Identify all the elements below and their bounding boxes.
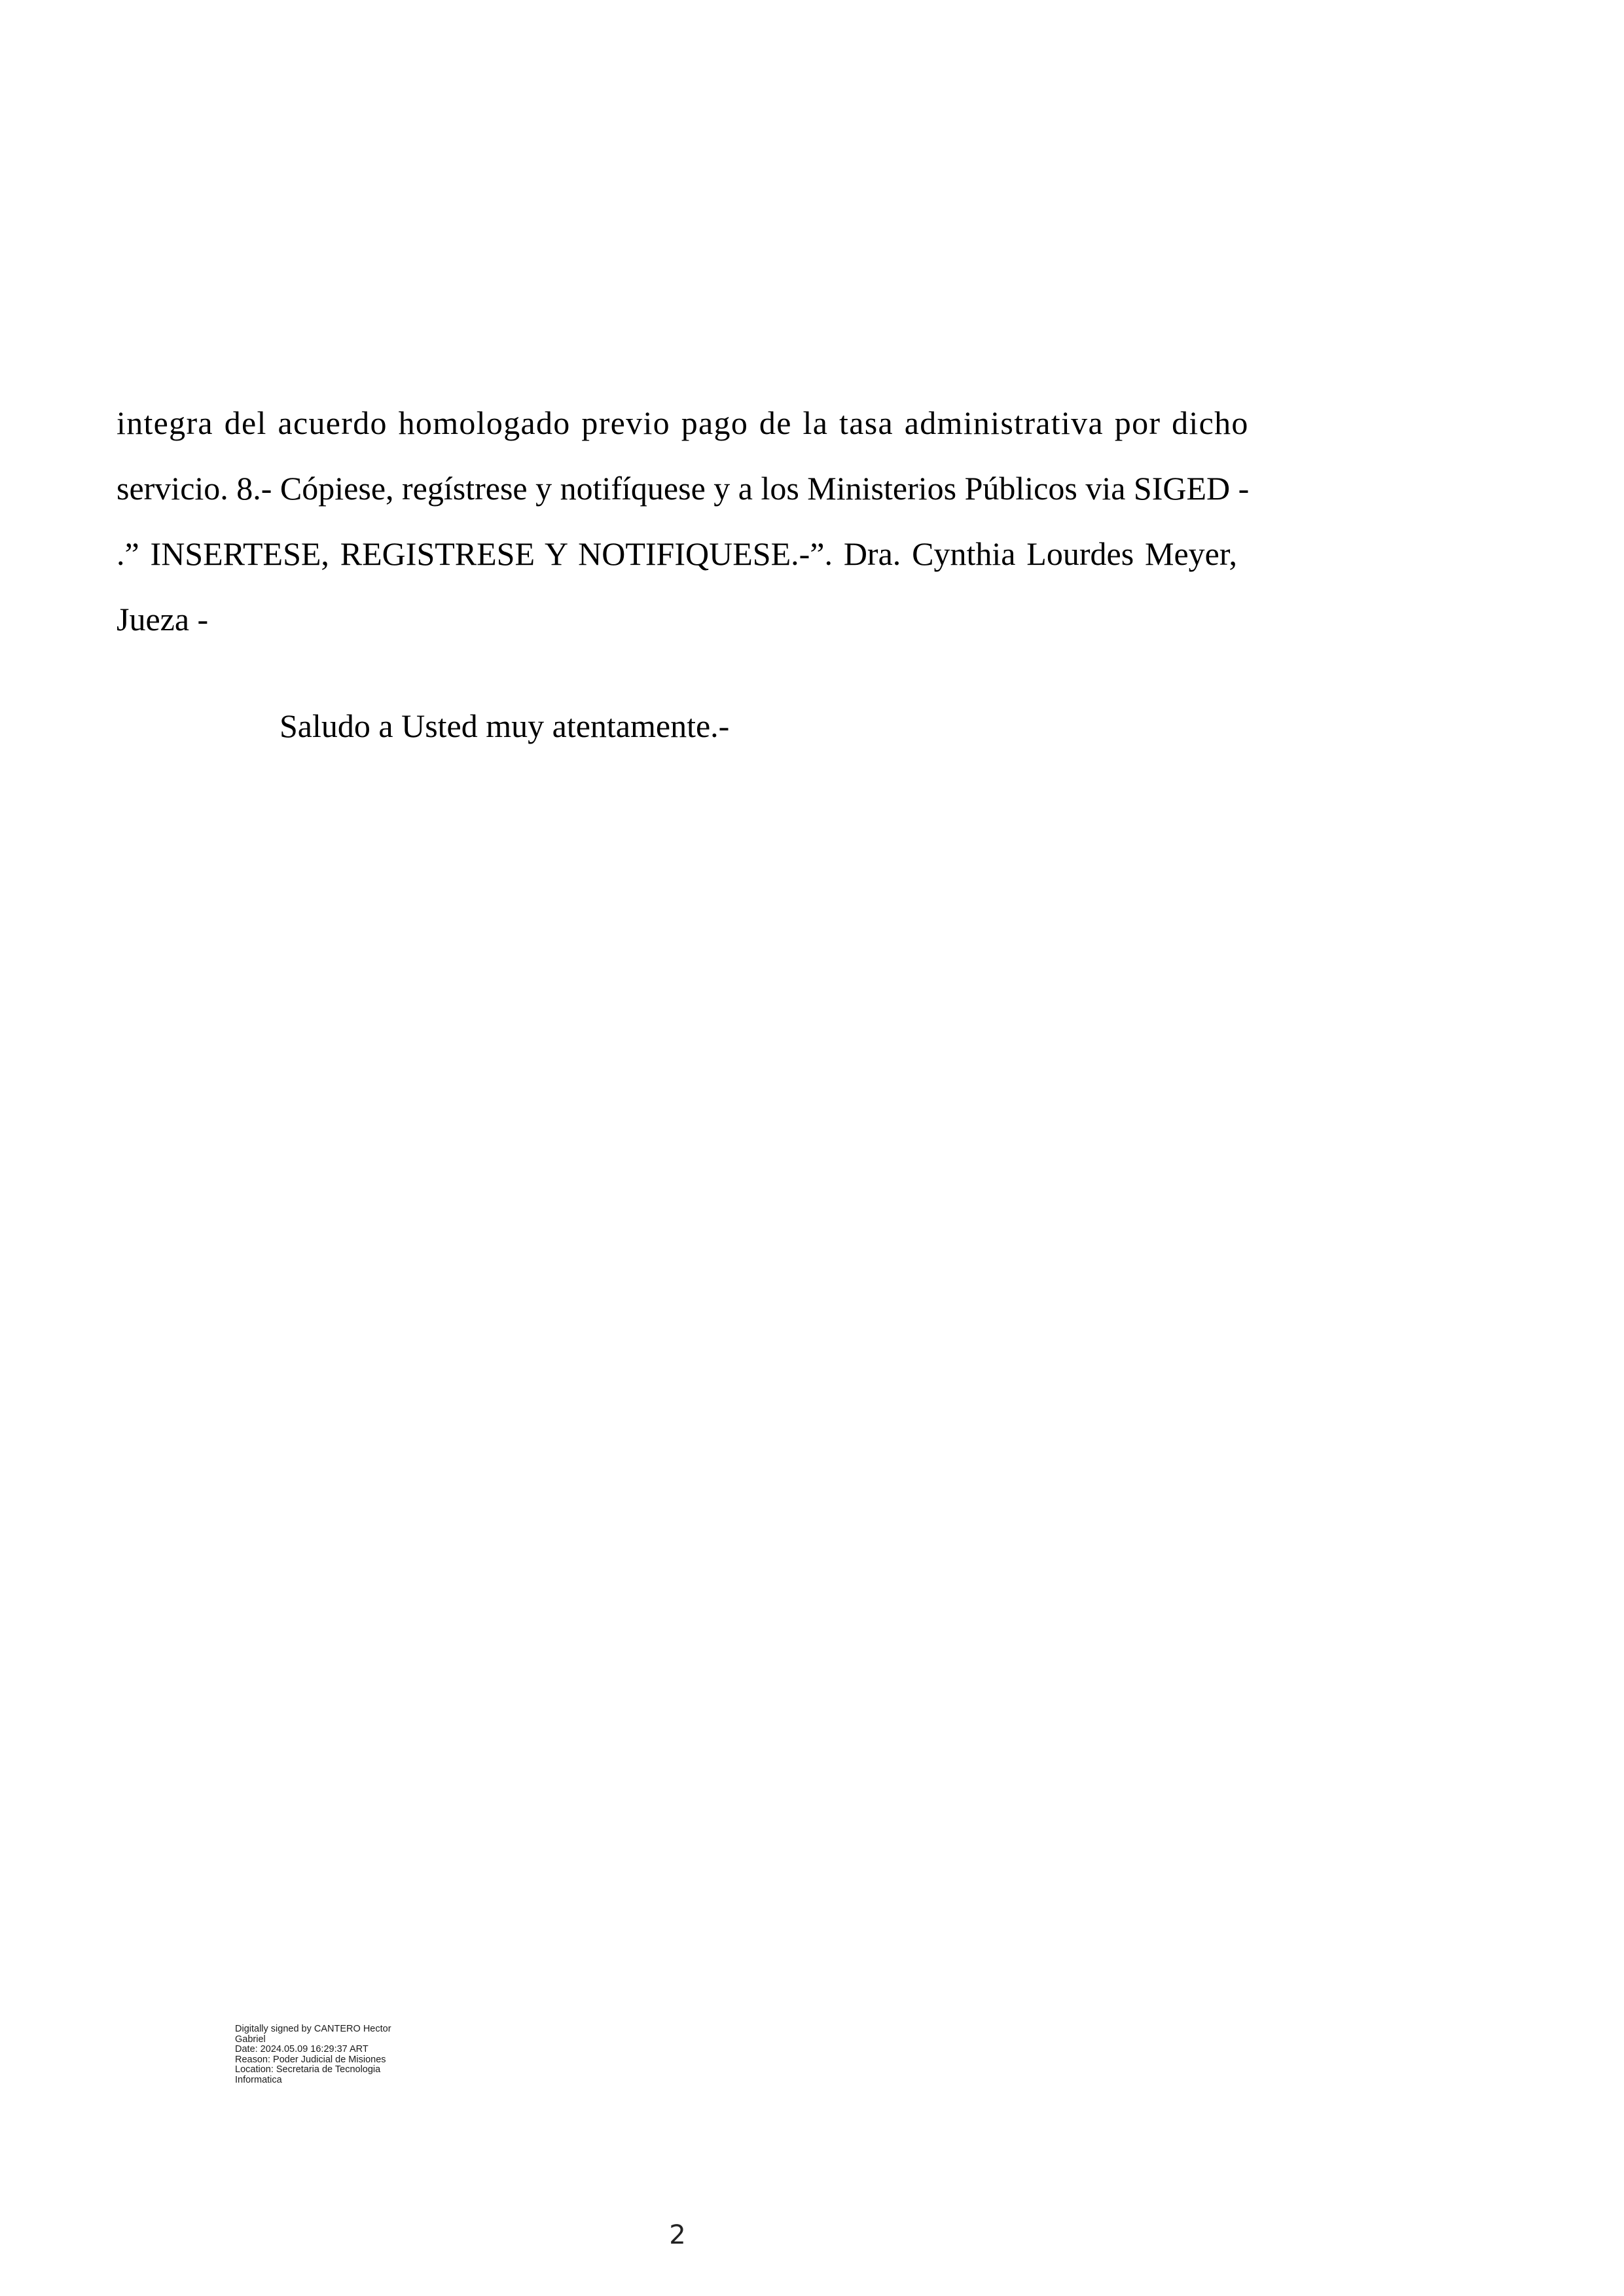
text-line-3: .” INSERTESE, REGISTRESE Y NOTIFIQUESE.-”. Dra. Cynthia Lourdes Meyer,: [117, 535, 1237, 572]
text-line-2: servicio. 8.- Cópiese, regístrese y notifíquese y a los Ministerios Públicos via SIGED -: [117, 470, 1250, 507]
digital-signature-block: [235, 2024, 451, 2085]
text-line-1: integra del acuerdo homologado previo pago de la tasa administrativa por dicho: [117, 404, 1249, 441]
signature-signer-name-cont: Gabriel: [235, 2034, 266, 2045]
signature-date: Date: 2024.05.09 16:29:37 ART: [235, 2044, 369, 2054]
page-number: 2: [669, 2220, 686, 2250]
signature-location: Location: Secretaria de Tecnologia: [235, 2064, 381, 2075]
signature-reason: Reason: Poder Judicial de Misiones: [235, 2054, 386, 2065]
closing-salutation: Saludo a Usted muy atentamente.-: [280, 708, 730, 744]
signature-location-cont: Informatica: [235, 2074, 282, 2085]
text-line-4: Jueza -: [117, 601, 209, 637]
resolution-text: [117, 390, 1250, 652]
signature-signer-line: Digitally signed by CANTERO Hector: [235, 2024, 391, 2034]
